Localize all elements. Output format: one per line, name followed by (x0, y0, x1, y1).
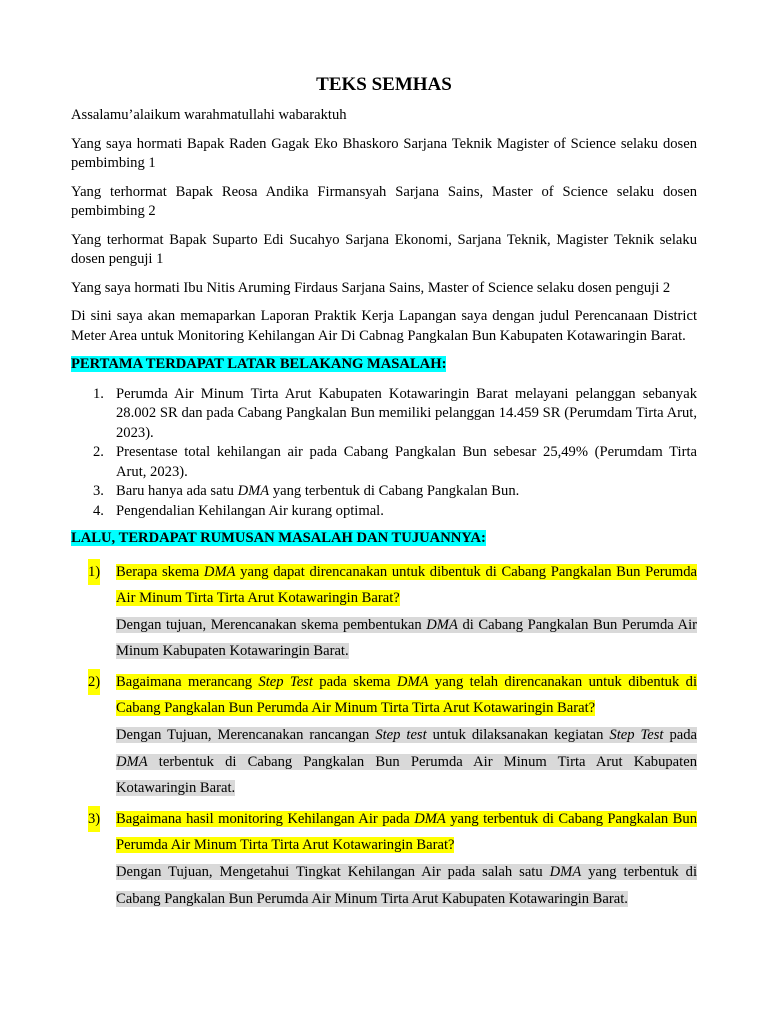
list-item: 4. Pengendalian Kehilangan Air kurang optimal. (93, 502, 384, 519)
list-item: 2. Presentase total kehilangan air pada Cabang Pangkalan Bun sebesar 25,49% (Perumdam Tirta Arut, 2023). (93, 444, 697, 480)
document-title: TEKS SEMHAS (316, 74, 452, 95)
problem-objective: Dengan Tujuan, Merencanakan rancangan Step test untuk dilaksanakan kegiatan Step Test pada DMA terbentuk di Cabang Pangkalan Bun Perumda Air Minum Tirta Arut Kabupaten Kotawaringin Barat. (116, 727, 697, 797)
document-page (71, 72, 697, 916)
salutation-3: Yang terhormat Bapak Suparto Edi Sucahyo Sarjana Ekonomi, Sarjana Teknik, Magister Teknik selaku dosen penguji 1 (71, 231, 697, 267)
background-heading: PERTAMA TERDAPAT LATAR BELAKANG MASALAH: (71, 356, 447, 372)
list-item: 3. Baru hanya ada satu DMA yang terbentuk di Cabang Pangkalan Bun. (93, 483, 520, 499)
intro-paragraph: Di sini saya akan memaparkan Laporan Praktik Kerja Lapangan saya dengan judul Perencanaan District Meter Area untuk Monitoring Kehilangan Air Di Cabnag Pangkalan Bun Kabupaten Kotawaringin Barat. (71, 308, 697, 344)
greeting: Assalamu’alaikum warahmatullahi wabaraktuh (71, 107, 347, 123)
problems-list (71, 559, 697, 913)
problems-heading: LALU, TERDAPAT RUMUSAN MASALAH DAN TUJUANNYA: (71, 530, 486, 546)
list-item: 1. Perumda Air Minum Tirta Arut Kabupaten Kotawaringin Barat melayani pelanggan sebanyak 28.002 SR dan pada Cabang Pangkalan Bun memiliki pelanggan 14.459 SR (Perumdam Tirta Arut, 2023). (93, 385, 697, 441)
salutation-2: Yang terhormat Bapak Reosa Andika Firmansyah Sarjana Sains, Master of Science selaku dosen pembimbing 2 (71, 183, 697, 219)
list-item: 1) Berapa skema DMA yang dapat direncanakan untuk dibentuk di Cabang Pangkalan Bun Perumda Air Minum Tirta Tirta Arut Kotawaringin Barat? Dengan tujuan, Merencanakan skema pembentukan DMA di Cabang Pangkalan Bun Perumda Air Minum Kabupaten Kotawaringin Barat. (71, 559, 697, 665)
salutation-4: Yang saya hormati Ibu Nitis Aruming Firdaus Sarjana Sains, Master of Science selaku dosen penguji 2 (71, 279, 671, 296)
list-item: 3) Bagaimana hasil monitoring Kehilangan Air pada DMA yang terbentuk di Cabang Pangkalan Bun Perumda Air Minum Tirta Tirta Arut Kotawaringin Barat? Dengan Tujuan, Mengetahui Tingkat Kehilangan Air pada salah satu DMA yang terbentuk di Cabang Pangkalan Bun Perumda Air Minum Tirta Arut Kabupaten Kotawaringin Barat. (71, 806, 697, 912)
problem-question: Bagaimana hasil monitoring Kehilangan Air pada DMA yang terbentuk di Cabang Pangkalan Bun Perumda Air Minum Tirta Tirta Arut Kotawaringin Barat? (116, 810, 697, 854)
problem-question: Berapa skema DMA yang dapat direncanakan untuk dibentuk di Cabang Pangkalan Bun Perumda Air Minum Tirta Tirta Arut Kotawaringin Barat? (116, 563, 697, 607)
problem-objective: Dengan tujuan, Merencanakan skema pembentukan DMA di Cabang Pangkalan Bun Perumda Air Minum Kabupaten Kotawaringin Barat. (116, 616, 698, 660)
problem-question: Bagaimana merancang Step Test pada skema DMA yang telah direncanakan untuk dibentuk di Cabang Pangkalan Bun Perumda Air Minum Tirta Tirta Arut Kotawaringin Barat? (116, 673, 697, 717)
salutation-1: Yang saya hormati Bapak Raden Gagak Eko Bhaskoro Sarjana Teknik Magister of Science selaku dosen pembimbing 1 (71, 135, 697, 171)
background-list (71, 385, 697, 522)
problem-objective: Dengan Tujuan, Mengetahui Tingkat Kehilangan Air pada salah satu DMA yang terbentuk di Cabang Pangkalan Bun Perumda Air Minum Tirta Arut Kabupaten Kotawaringin Barat. (116, 864, 697, 907)
list-item: 2) Bagaimana merancang Step Test pada skema DMA yang telah direncanakan untuk dibentuk di Cabang Pangkalan Bun Perumda Air Minum Tirta Tirta Arut Kotawaringin Barat? Dengan Tujuan, Merencanakan rancangan Step test untuk dilaksanakan kegiatan Step Test pada DMA terbentuk di Cabang Pangkalan Bun Perumda Air Minum Tirta Arut Kabupaten Kotawaringin Barat. (71, 669, 697, 802)
